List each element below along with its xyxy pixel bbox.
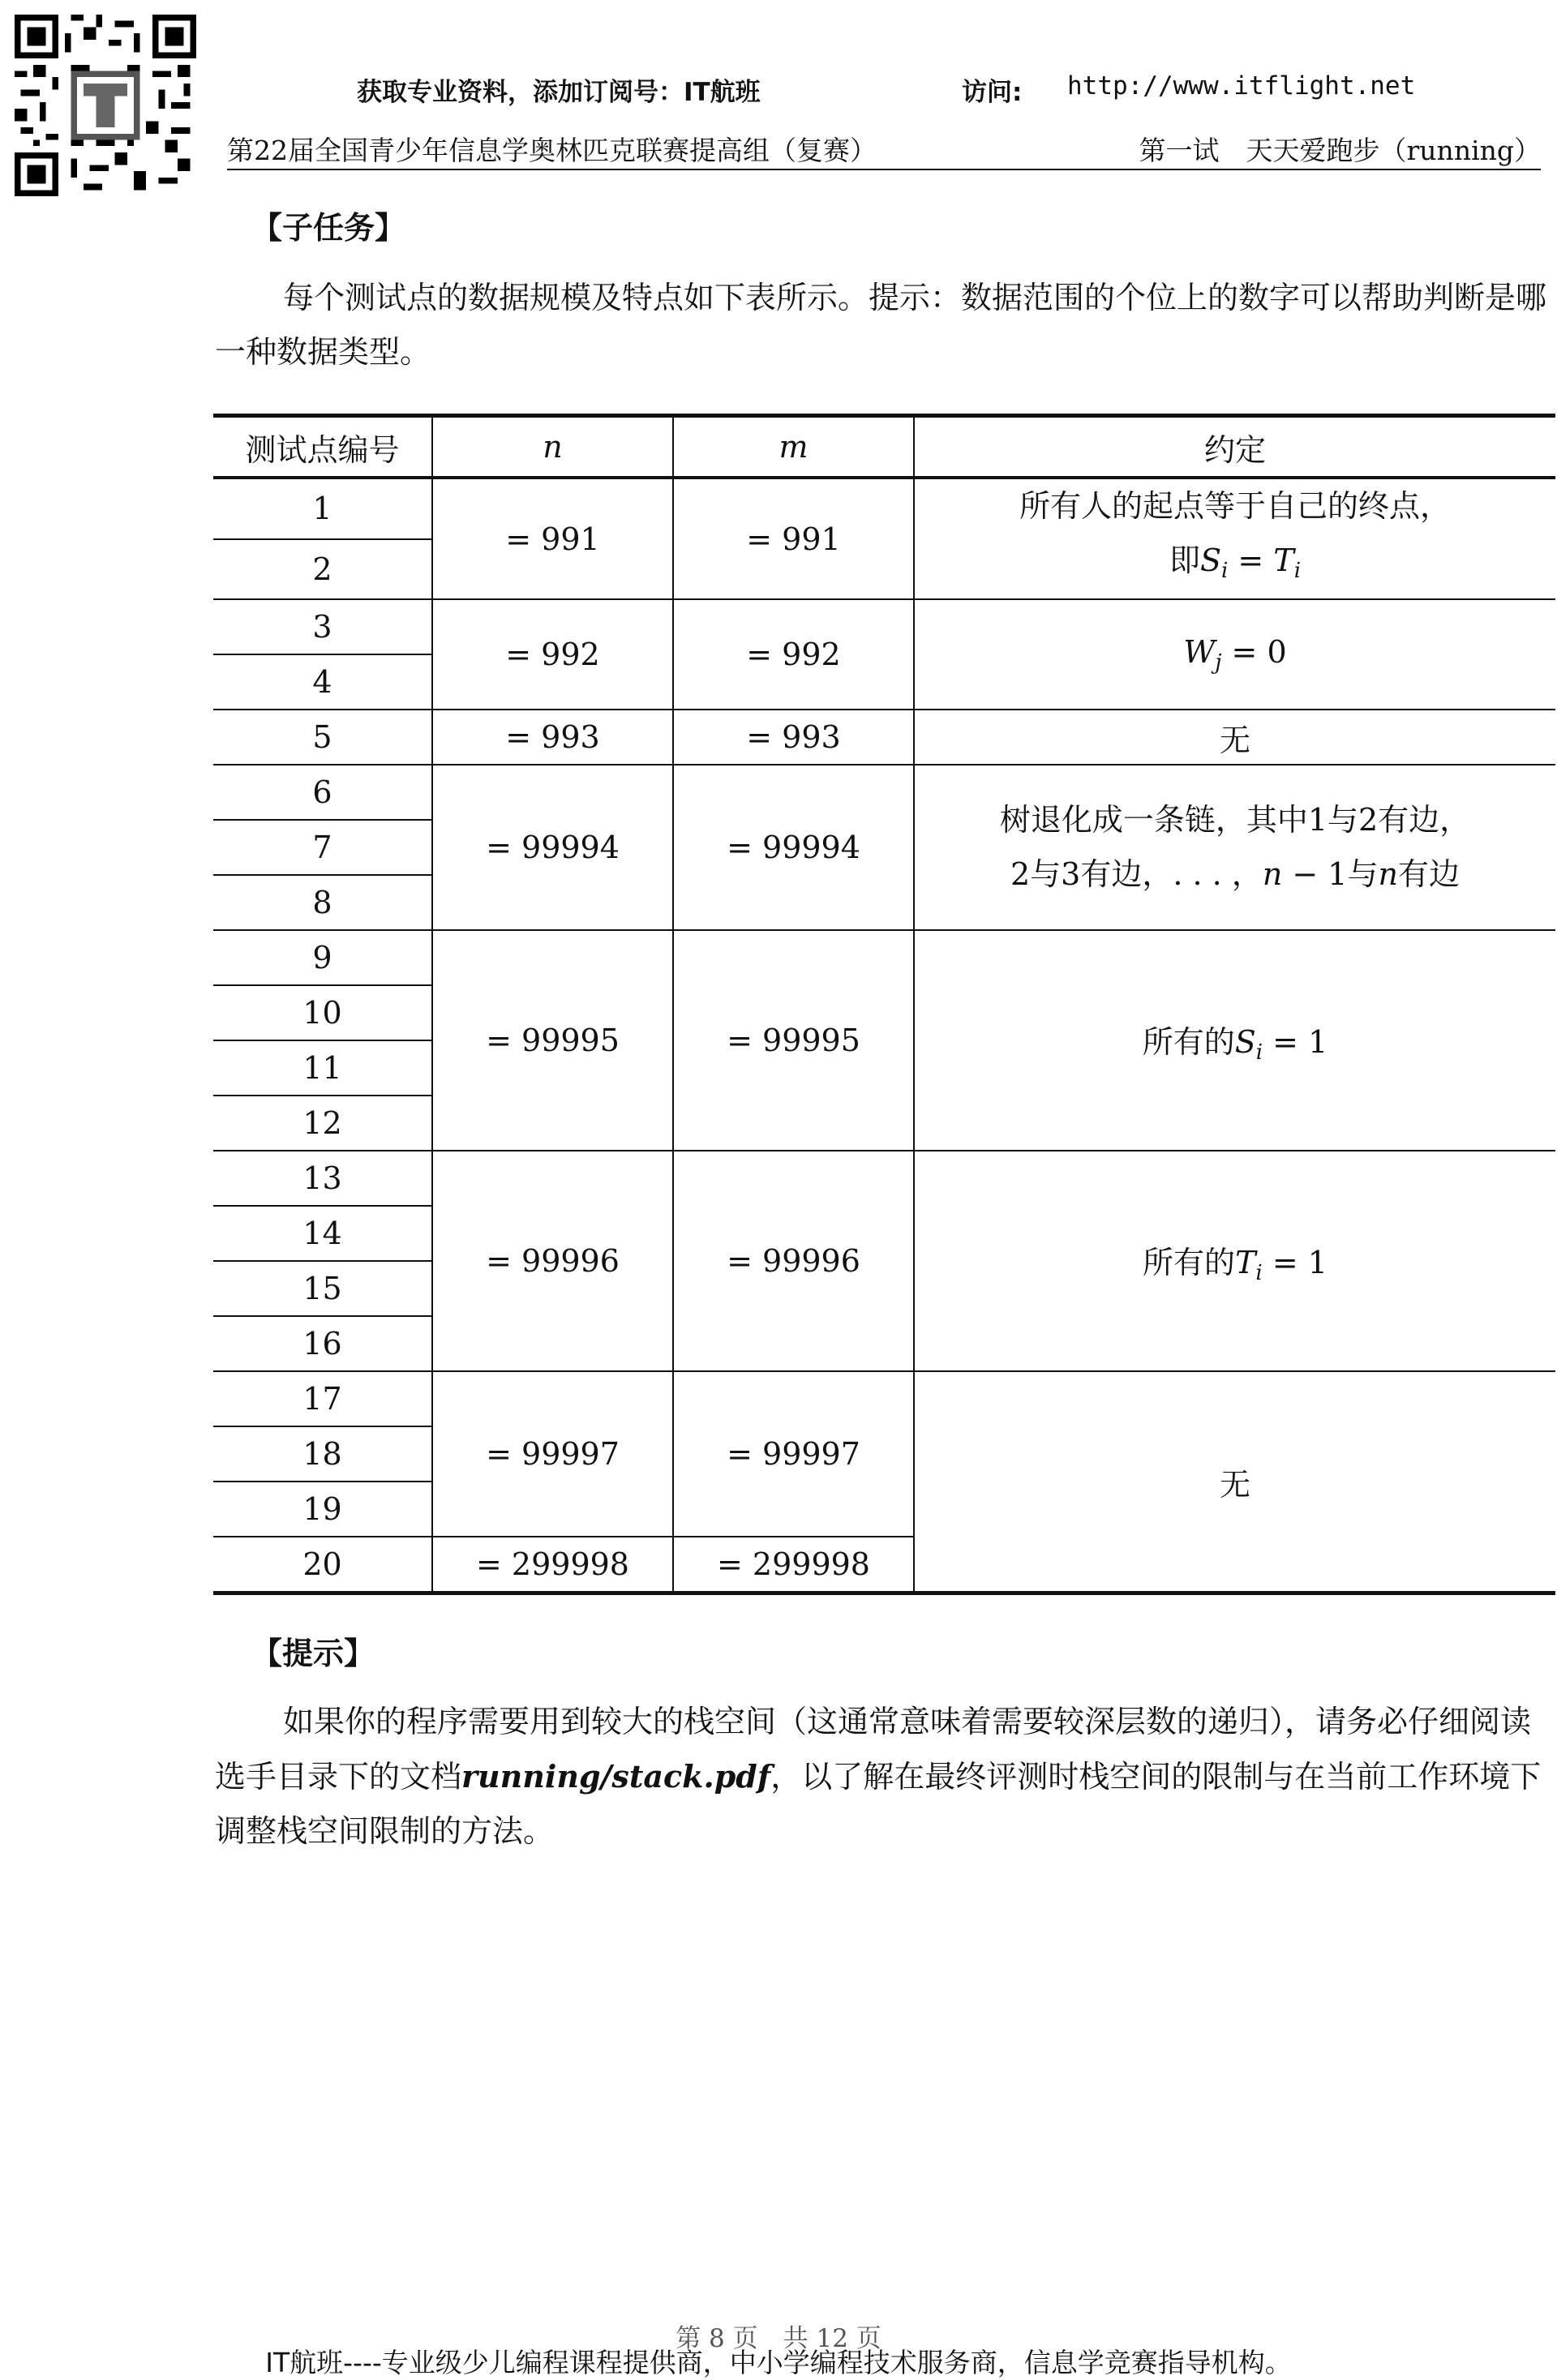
- test-id: 5: [213, 710, 432, 765]
- header-test-id: 测试点编号: [213, 416, 432, 478]
- test-id: 16: [302, 1326, 342, 1362]
- contest-title: 第22届全国青少年信息学奥林匹克联赛提高组（复赛）: [227, 135, 877, 166]
- table-row: [213, 478, 1555, 539]
- qr-code-icon: [15, 15, 196, 196]
- table-row: [213, 930, 1555, 985]
- n-value: = 99996: [432, 1151, 673, 1371]
- header-constraint: 约定: [914, 416, 1555, 478]
- hint-paragraph: 如果你的程序需要用到较大的栈空间（这通常意味着需要较深层数的递归），请务必仔细阅读选手目录下的文档running/stack.pdf，以了解在最终评测时栈空间的限制与在当前工作环境下调整栈空间限制的方法。: [215, 1704, 1542, 1849]
- test-id: 12: [302, 1105, 342, 1141]
- m-value: = 991: [673, 478, 914, 599]
- m-value: = 992: [673, 599, 914, 710]
- m-value: = 99996: [673, 1151, 914, 1371]
- test-id: 15: [302, 1271, 342, 1306]
- problem-title: 第一试 天天爱跑步（running）: [1139, 135, 1541, 166]
- m-value: = 99997: [673, 1371, 914, 1537]
- table-row: [213, 765, 1555, 820]
- constraint-cell: 所有人的起点等于自己的终点， 即$S_i = T_i$: [914, 478, 1555, 599]
- running-head: [227, 128, 1541, 170]
- test-id: 19: [302, 1491, 342, 1527]
- n-value: = 99995: [432, 930, 673, 1151]
- n-value: = 991: [432, 478, 673, 599]
- constraint-cell: 所有的$S_i = 1$: [914, 930, 1555, 1151]
- subtask-table: [213, 414, 1555, 1595]
- test-id: 17: [213, 1371, 432, 1426]
- test-id: 14: [302, 1216, 342, 1251]
- banner-subscribe-text: 获取专业资料，添加订阅号：IT航班: [357, 78, 761, 107]
- test-id: 6: [213, 765, 432, 820]
- test-id: 1: [213, 478, 432, 539]
- constraint-cell: 无: [914, 1371, 1555, 1593]
- constraint-cell: $W_j = 0$: [914, 599, 1555, 710]
- test-id: 18: [302, 1436, 342, 1472]
- constraint-cell: 无: [914, 710, 1555, 765]
- table-row: [213, 1371, 1555, 1426]
- footer-slogan: IT航班----专业级少儿编程课程提供商，中小学编程技术服务商，信息学竞赛指导机构。: [265, 2347, 1292, 2378]
- n-value: = 99997: [432, 1371, 673, 1537]
- table-row: [213, 1151, 1555, 1206]
- test-id: 3: [213, 599, 432, 654]
- test-id: 2: [312, 551, 332, 587]
- m-value: = 299998: [673, 1537, 914, 1593]
- test-id: 4: [312, 664, 332, 700]
- n-value: = 299998: [432, 1537, 673, 1593]
- header-n: n: [432, 416, 673, 478]
- m-value: = 99995: [673, 930, 914, 1151]
- n-value: = 993: [432, 710, 673, 765]
- subtasks-paragraph: 每个测试点的数据规模及特点如下表所示。提示：数据范围的个位上的数字可以帮助判断是哪一种数据类型。: [215, 280, 1547, 370]
- banner-visit-label: 访问:: [962, 78, 1023, 107]
- stack-doc-filename: running/stack.pdf: [461, 1758, 771, 1795]
- m-value: = 993: [673, 710, 914, 765]
- table-header-row: [213, 416, 1555, 478]
- table-row: [213, 710, 1555, 765]
- n-value: = 992: [432, 599, 673, 710]
- test-id: 9: [213, 930, 432, 985]
- test-id: 11: [302, 1050, 342, 1086]
- page-number: 第 8 页 共 12 页: [676, 2324, 881, 2353]
- test-id: 13: [213, 1151, 432, 1206]
- test-id: 20: [213, 1537, 432, 1593]
- n-value: = 99994: [432, 765, 673, 930]
- hint-heading: 【提示】: [251, 1636, 375, 1671]
- header-m: m: [673, 416, 914, 478]
- banner-url[interactable]: http://www.itflight.net: [1067, 71, 1416, 101]
- constraint-cell: 所有的$T_i = 1$: [914, 1151, 1555, 1371]
- constraint-cell: 树退化成一条链，其中1与2有边， 2与3有边，. . . ，n − 1与n有边: [914, 765, 1555, 930]
- table-row: [213, 599, 1555, 654]
- subtasks-heading: 【子任务】: [251, 210, 406, 246]
- test-id: 8: [312, 885, 332, 920]
- test-id: 10: [302, 995, 342, 1031]
- m-value: = 99994: [673, 765, 914, 930]
- test-id: 7: [312, 830, 332, 865]
